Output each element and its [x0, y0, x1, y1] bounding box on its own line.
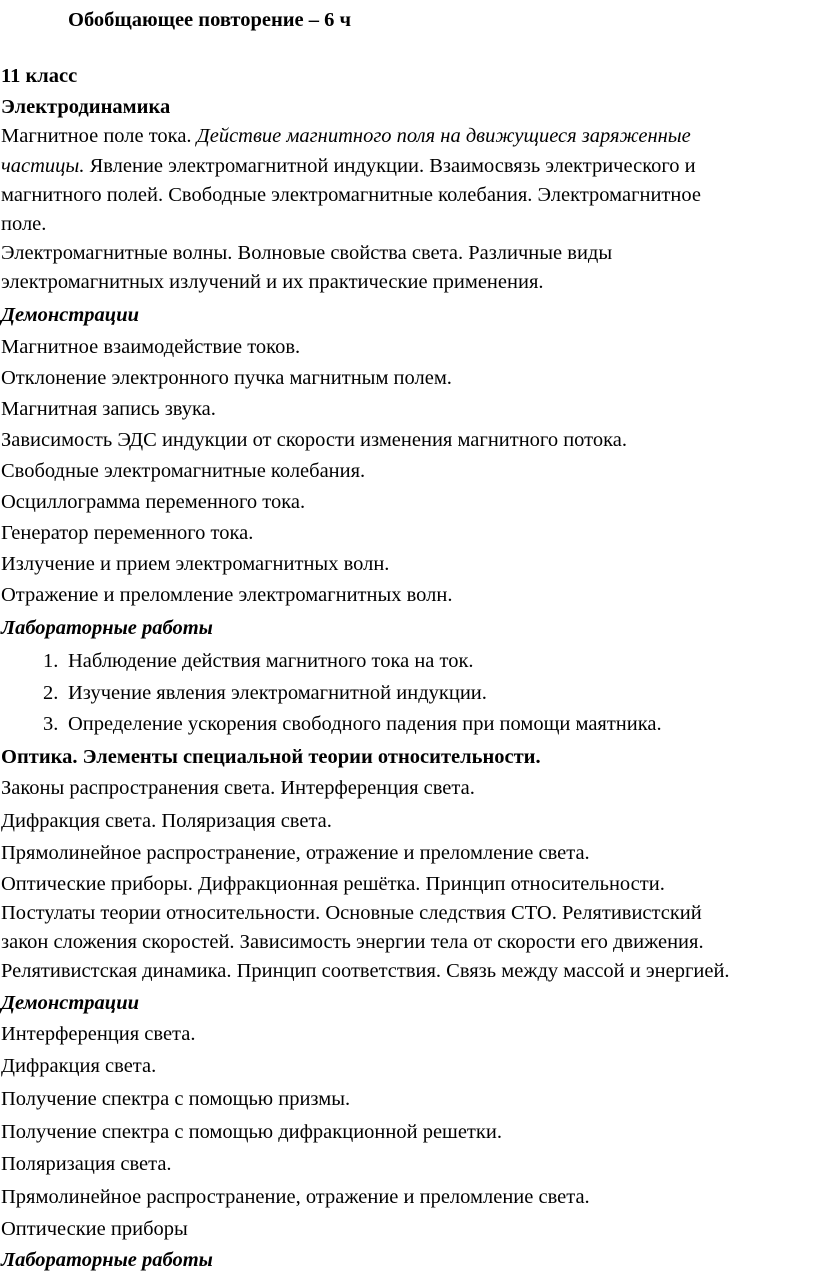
paragraph-line: Прямолинейное распространение, отражение и преломление света. — [1, 842, 590, 864]
paragraph-line: Постулаты теории относительности. Основные следствия СТО. Релятивистский — [1, 902, 702, 924]
demo-item: Оптические приборы — [1, 1218, 188, 1240]
lab-item: Наблюдение действия магнитного тока на ток. — [68, 650, 474, 672]
paragraph-line: закон сложения скоростей. Зависимость энергии тела от скорости его движения. — [1, 931, 704, 953]
demos-heading: Демонстрации — [1, 992, 140, 1014]
paragraph-line: поле. — [1, 213, 47, 235]
text-italic: частицы. — [1, 155, 85, 177]
section-optics-title: Оптика. Элементы специальной теории относительности. — [1, 746, 541, 768]
list-number: 3. — [43, 713, 59, 735]
demo-item: Интерференция света. — [1, 1023, 196, 1045]
demo-item: Прямолинейное распространение, отражение и преломление света. — [1, 1186, 590, 1208]
demo-item: Поляризация света. — [1, 1153, 172, 1175]
paragraph-line — [1, 156, 696, 177]
demo-item: Излучение и прием электромагнитных волн. — [1, 553, 390, 575]
paragraph-line: электромагнитных излучений и их практические применения. — [1, 271, 544, 293]
demos-heading: Демонстрации — [1, 304, 140, 326]
demo-item: Дифракция света. — [1, 1055, 157, 1077]
demo-item: Получение спектра с помощью призмы. — [1, 1088, 351, 1110]
section-electrodynamics-title: Электродинамика — [1, 96, 171, 118]
paragraph-line — [1, 126, 691, 147]
lab-item: Изучение явления электромагнитной индукции. — [68, 682, 487, 704]
paragraph-line: Законы распространения света. Интерференция света. — [1, 777, 475, 799]
grade-heading: 11 класс — [1, 65, 78, 87]
demo-item: Магнитное взаимодействие токов. — [1, 336, 301, 358]
paragraph-line: Дифракция света. Поляризация света. — [1, 810, 332, 832]
labs-heading: Лабораторные работы — [1, 1249, 213, 1271]
labs-heading: Лабораторные работы — [1, 617, 213, 639]
demo-item: Генератор переменного тока. — [1, 522, 254, 544]
paragraph-line: Оптические приборы. Дифракционная решётка. Принцип относительности. — [1, 873, 665, 895]
demo-item: Отражение и преломление электромагнитных волн. — [1, 584, 453, 606]
demo-item: Зависимость ЭДС индукции от скорости изменения магнитного потока. — [1, 429, 627, 451]
text-normal: Магнитное поле тока. — [1, 125, 197, 147]
lab-item: Определение ускорения свободного падения при помощи маятника. — [68, 713, 662, 735]
paragraph-line: Релятивистская динамика. Принцип соответствия. Связь между массой и энергией. — [1, 960, 730, 982]
paragraph-line: магнитного полей. Свободные электромагнитные колебания. Электромагнитное — [1, 184, 701, 206]
text-italic: Действие магнитного поля на движущиеся заряженные — [196, 125, 691, 147]
list-number: 2. — [43, 682, 59, 704]
text-normal: Явление электромагнитной индукции. Взаимосвязь электрического и — [84, 155, 696, 177]
page-title: Обобщающее повторение – 6 ч — [68, 9, 352, 31]
demo-item: Отклонение электронного пучка магнитным полем. — [1, 367, 452, 389]
paragraph-line: Электромагнитные волны. Волновые свойства света. Различные виды — [1, 242, 613, 264]
demo-item: Свободные электромагнитные колебания. — [1, 460, 366, 482]
demo-item: Получение спектра с помощью дифракционной решетки. — [1, 1121, 502, 1143]
list-number: 1. — [43, 650, 59, 672]
demo-item: Осциллограмма переменного тока. — [1, 491, 306, 513]
demo-item: Магнитная запись звука. — [1, 398, 216, 420]
